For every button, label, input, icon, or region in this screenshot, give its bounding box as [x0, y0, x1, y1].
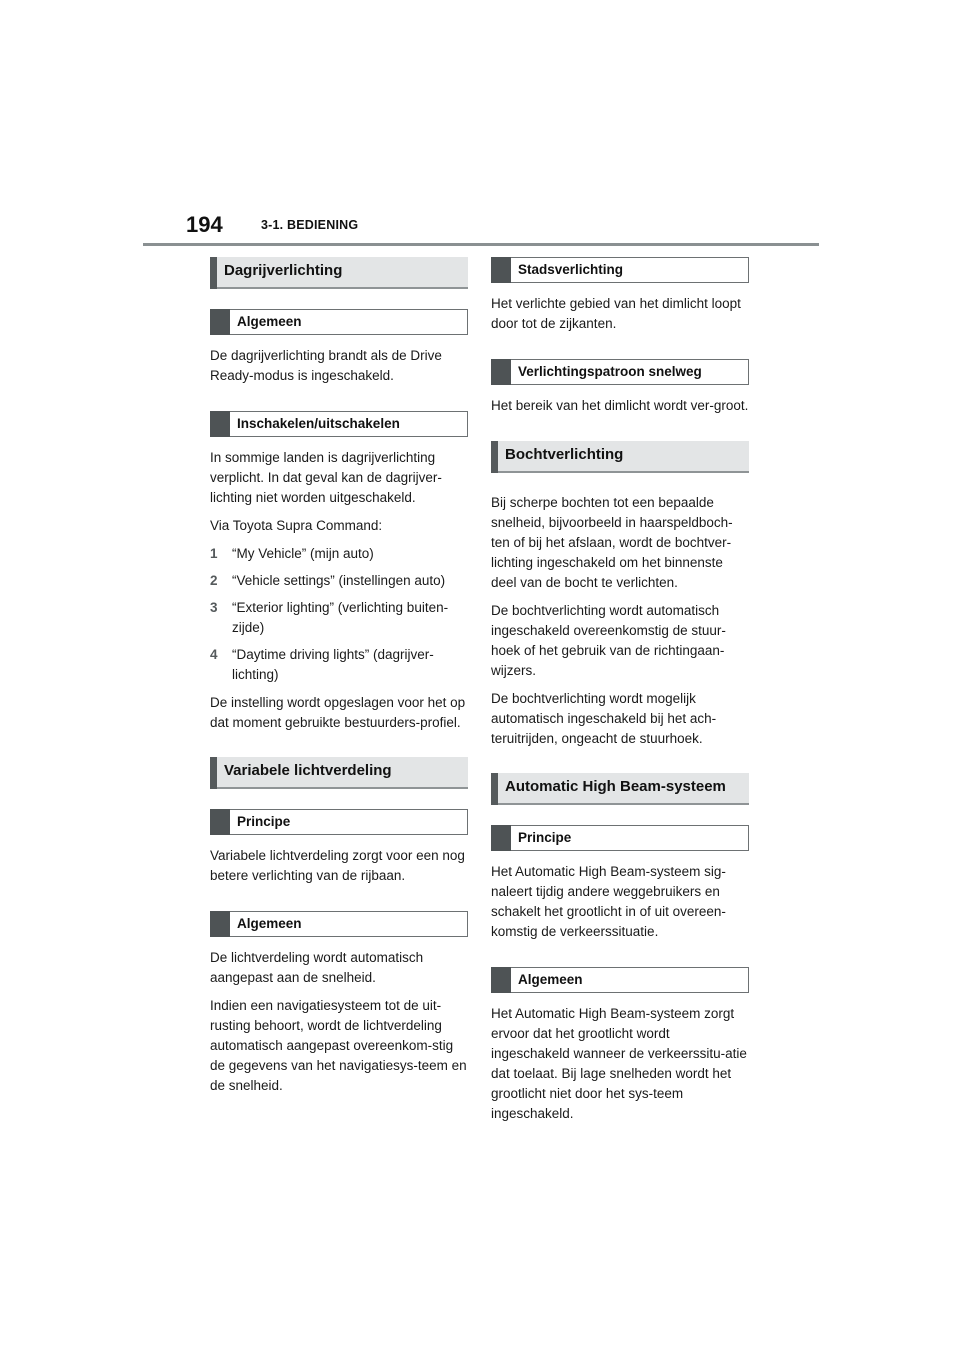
left-column	[210, 257, 468, 1104]
header-rule	[143, 243, 819, 246]
paragraph: Via Toyota Supra Command:	[210, 518, 383, 533]
paragraph: Het Automatic High Beam-systeem sig-naleert tijdig andere weggebruikers en schakelt het grootlicht in of uit overeen-komstig de verkeerssituatie.	[491, 864, 726, 939]
section-label: 3-1. BEDIENING	[261, 218, 359, 232]
paragraph: De lichtverdeling wordt automatisch aangepast aan de snelheid.	[210, 950, 424, 985]
heading-bochtverlichting: Bochtverlichting	[491, 441, 749, 473]
subheading-algemeen: Algemeen	[210, 911, 468, 937]
list-item: 1 “My Vehicle” (mijn auto)	[210, 546, 374, 561]
list-item: 3 “Exterior lighting” (verlichting buiten-zijde)	[210, 600, 449, 635]
page-number: 194	[186, 212, 223, 237]
subheading-algemeen: Algemeen	[491, 967, 749, 993]
paragraph: De bochtverlichting wordt automatisch ingeschakeld overeenkomstig de stuur-hoek of het gebruik van de richtingaan-wijzers.	[491, 603, 726, 678]
right-column	[491, 257, 749, 1132]
subheading-stadsverlichting: Stadsverlichting	[491, 257, 749, 283]
paragraph: Het bereik van het dimlicht wordt ver-groot.	[491, 398, 749, 413]
paragraph: Variabele lichtverdeling zorgt voor een nog betere verlichting van de rijbaan.	[210, 848, 465, 883]
list-item: 2 “Vehicle settings” (instellingen auto)	[210, 573, 446, 588]
paragraph: De bochtverlichting wordt mogelijk automatisch ingeschakeld bij het ach-teruitrijden, ongeacht de stuurhoek.	[491, 691, 717, 746]
heading-dagrijverlichting: Dagrijverlichting	[210, 257, 468, 289]
heading-automatic-high-beam: Automatic High Beam-systeem	[491, 773, 749, 805]
subheading-principe: Principe	[210, 809, 468, 835]
paragraph: Bij scherpe bochten tot een bepaalde snelheid, bijvoorbeeld in haarspeldboch-ten of bij het afslaan, wordt de bochtver-lichting ingeschakeld om het binnenste deel van de bocht te verlichten.	[491, 495, 733, 590]
subheading-snelweg: Verlichtingspatroon snelweg	[491, 359, 749, 385]
paragraph: De dagrijverlichting brandt als de Drive Ready-modus is ingeschakeld.	[210, 348, 442, 383]
paragraph: De instelling wordt opgeslagen voor het op dat moment gebruikte bestuurders-profiel.	[210, 695, 466, 730]
subheading-principe: Principe	[491, 825, 749, 851]
paragraph: Het verlichte gebied van het dimlicht loopt door tot de zijkanten.	[491, 296, 741, 331]
subheading-inschakelen: Inschakelen/uitschakelen	[210, 411, 468, 437]
heading-variabele-lichtverdeling: Variabele lichtverdeling	[210, 757, 468, 789]
list-item: 4 “Daytime driving lights” (dagrijver-lichting)	[210, 647, 434, 682]
paragraph: Indien een navigatiesysteem tot de uit-rusting behoort, wordt de lichtverdeling automatisch aangepast overeenkom-stig de gegevens van het navigatiesys-teem en de snelheid.	[210, 998, 467, 1093]
paragraph: In sommige landen is dagrijverlichting verplicht. In dat geval kan de dagrijver-lichting niet worden uitgeschakeld.	[210, 450, 442, 505]
paragraph: Het Automatic High Beam-systeem zorgt ervoor dat het grootlicht wordt ingeschakeld wanneer de verkeerssitu-atie dat toelaat. Bij lage snelheden wordt het grootlicht niet door het sys-teem ingeschakeld.	[491, 1006, 747, 1121]
steps-list	[210, 544, 468, 685]
subheading-algemeen: Algemeen	[210, 309, 468, 335]
